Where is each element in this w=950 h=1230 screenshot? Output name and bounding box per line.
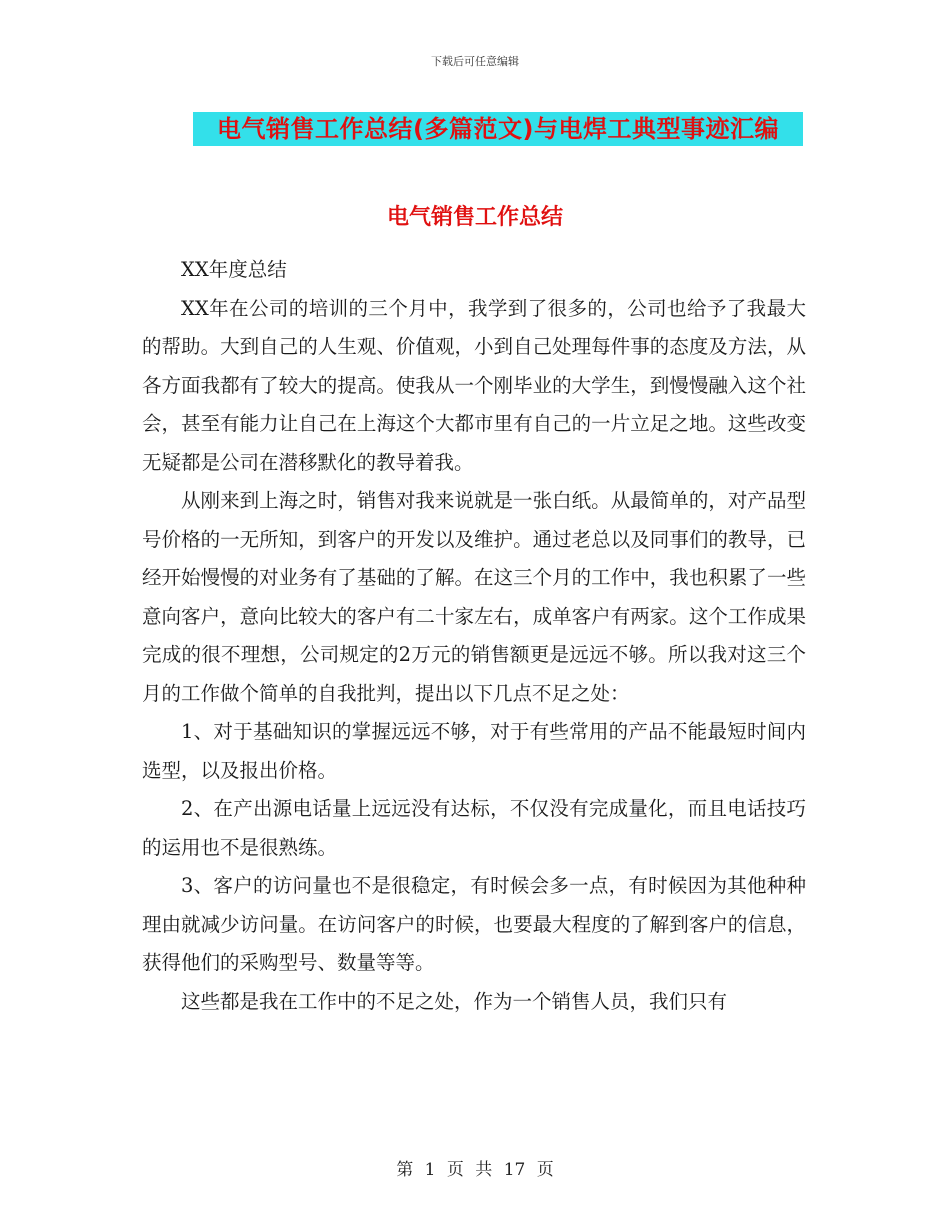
header-note: 下载后可任意编辑 <box>431 55 519 68</box>
document-title: 电气销售工作总结(多篇范文)与电焊工典型事迹汇编 <box>217 115 779 143</box>
page-number: 第 1 页 共 17 页 <box>396 1160 554 1180</box>
paragraph: 2、在产出源电话量上远远没有达标，不仅没有完成量化，而且电话技巧的运用也不是很熟练。 <box>142 797 806 859</box>
paragraph: XX年度总结 <box>181 258 287 281</box>
paragraph: XX年在公司的培训的三个月中，我学到了很多的，公司也给予了我最大的帮助。大到自己的人生观、价值观，小到自己处理每件事的态度及方法，从各方面我都有了较大的提高。使我从一个刚毕业的大学生，到慢慢融入这个社会，甚至有能力让自己在上海这个大都市里有自己的一片立足之地。这些改变无疑都是公司在潜移默化的教导着我。 <box>142 296 806 474</box>
section-title: 电气销售工作总结 <box>386 205 563 230</box>
paragraph: 从刚来到上海之时，销售对我来说就是一张白纸。从最简单的，对产品型号价格的一无所知，到客户的开发以及维护。通过老总以及同事们的教导，已经开始慢慢的对业务有了基础的了解。在这三个月的工作中，我也积累了一些意向客户，意向比较大的客户有二十家左右，成单客户有两家。这个工作成果完成的很不理想，公司规定的2万元的销售额更是远远不够。所以我对这三个月的工作做个简单的自我批判，提出以下几点不足之处： <box>142 489 806 705</box>
paragraph: 3、客户的访问量也不是很稳定，有时候会多一点，有时候因为其他种种理由就减少访问量。在访问客户的时候，也要最大程度的了解到客户的信息，获得他们的采购型号、数量等等。 <box>142 874 806 974</box>
paragraph: 这些都是我在工作中的不足之处，作为一个销售人员，我们只有 <box>181 989 728 1013</box>
paragraph: 1、对于基础知识的掌握远远不够，对于有些常用的产品不能最短时间内选型，以及报出价格。 <box>142 720 806 782</box>
document-body <box>142 251 806 1021</box>
